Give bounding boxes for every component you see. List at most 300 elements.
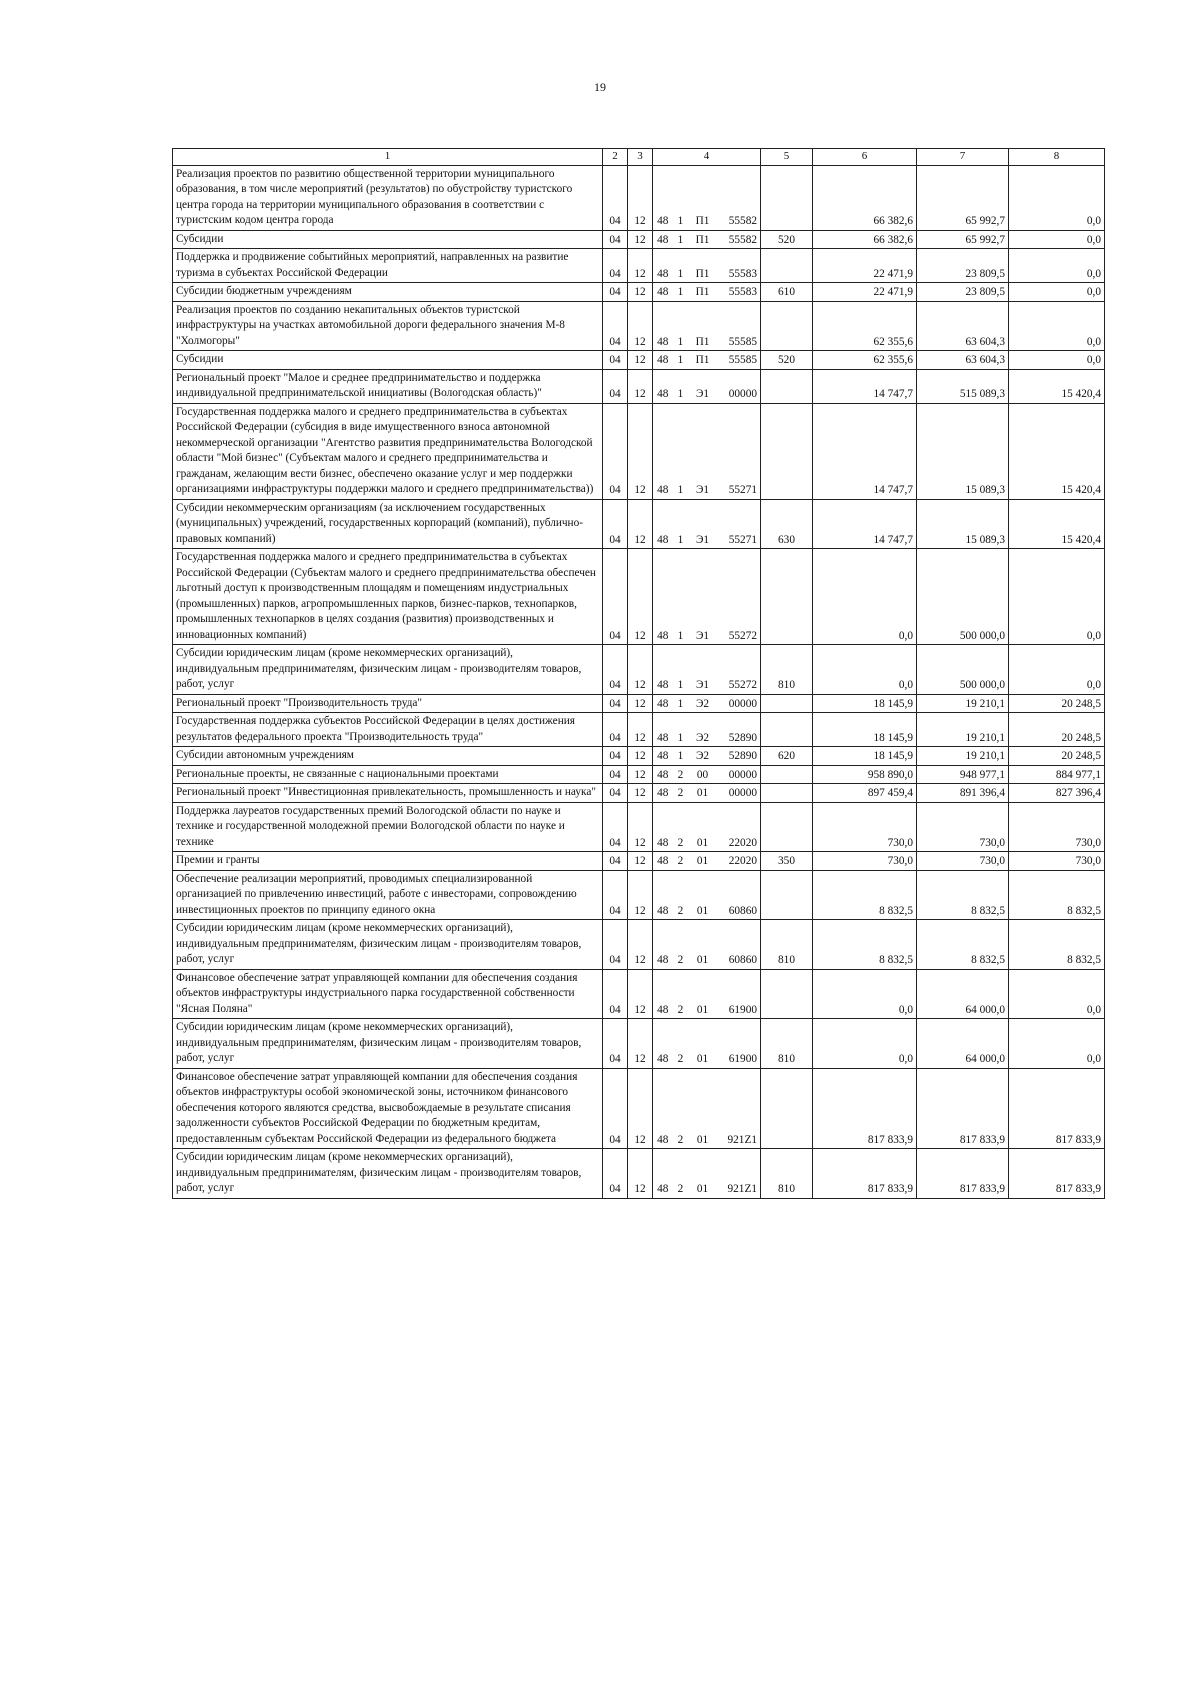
subsection-code: 12 <box>628 351 653 370</box>
subsection-code: 12 <box>628 301 653 351</box>
direction-code: 55582 <box>717 230 761 249</box>
subsection-code: 12 <box>628 870 653 920</box>
section-code: 04 <box>603 765 628 784</box>
row-name: Региональный проект "Малое и среднее предпринимательство и поддержка индивидуальной предпринимательской инициативы (Вологодская область)" <box>173 369 603 403</box>
section-code: 04 <box>603 1149 628 1199</box>
amount-year-2: 15 089,3 <box>917 499 1009 549</box>
amount-year-3: 730,0 <box>1009 852 1105 871</box>
section-code: 04 <box>603 852 628 871</box>
row-name: Финансовое обеспечение затрат управляющей компании для обеспечения создания объектов инфраструктуры индустриального парка государственной собственности "Ясная Поляна" <box>173 969 603 1019</box>
section-code: 04 <box>603 713 628 747</box>
section-code: 04 <box>603 283 628 302</box>
subsection-code: 12 <box>628 369 653 403</box>
subprogram-code: 1 <box>673 403 689 499</box>
amount-year-1: 66 382,6 <box>813 230 917 249</box>
program-code: 48 <box>653 1068 673 1149</box>
subprogram-code: 1 <box>673 283 689 302</box>
header-col-2: 2 <box>603 149 628 166</box>
direction-code: 22020 <box>717 852 761 871</box>
row-name: Региональный проект "Производительность труда" <box>173 694 603 713</box>
subprogram-code: 1 <box>673 499 689 549</box>
row-name: Субсидии бюджетным учреждениям <box>173 283 603 302</box>
program-code: 48 <box>653 870 673 920</box>
amount-year-1: 14 747,7 <box>813 403 917 499</box>
amount-year-2: 500 000,0 <box>917 645 1009 695</box>
amount-year-3: 817 833,9 <box>1009 1149 1105 1199</box>
row-name: Субсидии автономным учреждениям <box>173 747 603 766</box>
table-row <box>173 351 1105 370</box>
amount-year-1: 62 355,6 <box>813 351 917 370</box>
expense-type <box>761 784 813 803</box>
subsection-code: 12 <box>628 765 653 784</box>
row-name: Государственная поддержка субъектов Российской Федерации в целях достижения результатов федерального проекта "Производительность труда" <box>173 713 603 747</box>
subprogram-code: 2 <box>673 852 689 871</box>
table-row <box>173 499 1105 549</box>
project-code: 01 <box>689 870 717 920</box>
direction-code: 55585 <box>717 351 761 370</box>
table-row <box>173 802 1105 852</box>
direction-code: 22020 <box>717 802 761 852</box>
project-code: Э2 <box>689 747 717 766</box>
project-code: П1 <box>689 230 717 249</box>
project-code: П1 <box>689 249 717 283</box>
direction-code: 55271 <box>717 403 761 499</box>
amount-year-2: 23 809,5 <box>917 249 1009 283</box>
header-col-6: 6 <box>813 149 917 166</box>
header-col-1: 1 <box>173 149 603 166</box>
table-row <box>173 713 1105 747</box>
amount-year-3: 20 248,5 <box>1009 694 1105 713</box>
subprogram-code: 2 <box>673 1149 689 1199</box>
expense-type <box>761 969 813 1019</box>
table-row <box>173 784 1105 803</box>
amount-year-3: 0,0 <box>1009 249 1105 283</box>
row-name: Региональный проект "Инвестиционная привлекательность, промышленность и наука" <box>173 784 603 803</box>
program-code: 48 <box>653 694 673 713</box>
subsection-code: 12 <box>628 694 653 713</box>
amount-year-1: 817 833,9 <box>813 1068 917 1149</box>
subprogram-code: 1 <box>673 249 689 283</box>
direction-code: 60860 <box>717 920 761 970</box>
amount-year-2: 19 210,1 <box>917 713 1009 747</box>
program-code: 48 <box>653 645 673 695</box>
project-code: Э1 <box>689 549 717 645</box>
project-code: П1 <box>689 165 717 230</box>
table-row <box>173 852 1105 871</box>
subprogram-code: 1 <box>673 694 689 713</box>
amount-year-1: 0,0 <box>813 549 917 645</box>
expense-type <box>761 802 813 852</box>
expense-type <box>761 403 813 499</box>
subsection-code: 12 <box>628 1149 653 1199</box>
table-row <box>173 301 1105 351</box>
subsection-code: 12 <box>628 802 653 852</box>
amount-year-2: 891 396,4 <box>917 784 1009 803</box>
program-code: 48 <box>653 230 673 249</box>
table-row <box>173 765 1105 784</box>
program-code: 48 <box>653 852 673 871</box>
project-code: Э2 <box>689 713 717 747</box>
section-code: 04 <box>603 784 628 803</box>
subprogram-code: 2 <box>673 784 689 803</box>
subsection-code: 12 <box>628 165 653 230</box>
section-code: 04 <box>603 351 628 370</box>
direction-code: 921Z1 <box>717 1068 761 1149</box>
subsection-code: 12 <box>628 969 653 1019</box>
expense-type <box>761 765 813 784</box>
section-code: 04 <box>603 969 628 1019</box>
expense-type: 520 <box>761 351 813 370</box>
expense-type: 810 <box>761 1149 813 1199</box>
program-code: 48 <box>653 351 673 370</box>
amount-year-1: 8 832,5 <box>813 870 917 920</box>
amount-year-1: 66 382,6 <box>813 165 917 230</box>
subsection-code: 12 <box>628 249 653 283</box>
amount-year-1: 62 355,6 <box>813 301 917 351</box>
subsection-code: 12 <box>628 784 653 803</box>
amount-year-3: 0,0 <box>1009 301 1105 351</box>
expense-type: 810 <box>761 1019 813 1069</box>
expense-type <box>761 713 813 747</box>
project-code: 01 <box>689 1019 717 1069</box>
table-row <box>173 645 1105 695</box>
row-name: Субсидии юридическим лицам (кроме некоммерческих организаций), индивидуальным предпринимателям, физическим лицам - производителям товаров, работ, услуг <box>173 920 603 970</box>
section-code: 04 <box>603 1019 628 1069</box>
section-code: 04 <box>603 920 628 970</box>
amount-year-2: 817 833,9 <box>917 1149 1009 1199</box>
section-code: 04 <box>603 249 628 283</box>
program-code: 48 <box>653 549 673 645</box>
expense-type <box>761 1068 813 1149</box>
amount-year-2: 64 000,0 <box>917 969 1009 1019</box>
table-row <box>173 369 1105 403</box>
expense-type <box>761 165 813 230</box>
project-code: Э1 <box>689 369 717 403</box>
amount-year-2: 63 604,3 <box>917 301 1009 351</box>
row-name: Субсидии <box>173 230 603 249</box>
amount-year-1: 817 833,9 <box>813 1149 917 1199</box>
program-code: 48 <box>653 249 673 283</box>
program-code: 48 <box>653 1149 673 1199</box>
project-code: Э1 <box>689 403 717 499</box>
header-col-4: 4 <box>653 149 761 166</box>
expense-type: 810 <box>761 920 813 970</box>
table-row <box>173 969 1105 1019</box>
row-name: Субсидии юридическим лицам (кроме некоммерческих организаций), индивидуальным предпринимателям, физическим лицам - производителям товаров, работ, услуг <box>173 645 603 695</box>
amount-year-3: 0,0 <box>1009 549 1105 645</box>
amount-year-1: 0,0 <box>813 1019 917 1069</box>
table-row <box>173 230 1105 249</box>
amount-year-2: 65 992,7 <box>917 230 1009 249</box>
header-row <box>173 149 1105 166</box>
row-name: Поддержка и продвижение событийных мероприятий, направленных на развитие туризма в субъектах Российской Федерации <box>173 249 603 283</box>
amount-year-1: 14 747,7 <box>813 499 917 549</box>
amount-year-3: 827 396,4 <box>1009 784 1105 803</box>
subsection-code: 12 <box>628 852 653 871</box>
project-code: 01 <box>689 1068 717 1149</box>
header-col-5: 5 <box>761 149 813 166</box>
amount-year-1: 18 145,9 <box>813 713 917 747</box>
amount-year-3: 0,0 <box>1009 230 1105 249</box>
subprogram-code: 2 <box>673 920 689 970</box>
project-code: 01 <box>689 920 717 970</box>
expense-type <box>761 249 813 283</box>
subprogram-code: 2 <box>673 870 689 920</box>
subprogram-code: 2 <box>673 765 689 784</box>
amount-year-1: 958 890,0 <box>813 765 917 784</box>
direction-code: 00000 <box>717 765 761 784</box>
direction-code: 55583 <box>717 249 761 283</box>
direction-code: 55272 <box>717 549 761 645</box>
page-number: 19 <box>594 80 606 94</box>
section-code: 04 <box>603 870 628 920</box>
amount-year-1: 14 747,7 <box>813 369 917 403</box>
subsection-code: 12 <box>628 1019 653 1069</box>
section-code: 04 <box>603 549 628 645</box>
table-row <box>173 747 1105 766</box>
amount-year-1: 0,0 <box>813 969 917 1019</box>
amount-year-1: 22 471,9 <box>813 283 917 302</box>
row-name: Субсидии юридическим лицам (кроме некоммерческих организаций), индивидуальным предпринимателям, физическим лицам - производителям товаров, работ, услуг <box>173 1149 603 1199</box>
row-name: Государственная поддержка малого и среднего предпринимательства в субъектах Российской Федерации (субсидия в виде имущественного взноса автономной некоммерческой организации "Агентство развития предпринимательства Вологодской области "Мой бизнес" (Субъектам малого и среднего предпринимательства и гражданам, желающим вести бизнес, обеспечено оказание услуг и мер поддержки организациями инфраструктуры поддержки малого и среднего предпринимательства)) <box>173 403 603 499</box>
expense-type <box>761 369 813 403</box>
section-code: 04 <box>603 694 628 713</box>
section-code: 04 <box>603 165 628 230</box>
amount-year-2: 19 210,1 <box>917 747 1009 766</box>
section-code: 04 <box>603 403 628 499</box>
project-code: П1 <box>689 301 717 351</box>
direction-code: 00000 <box>717 369 761 403</box>
project-code: 01 <box>689 784 717 803</box>
direction-code: 00000 <box>717 694 761 713</box>
subsection-code: 12 <box>628 645 653 695</box>
program-code: 48 <box>653 713 673 747</box>
expense-type <box>761 694 813 713</box>
program-code: 48 <box>653 301 673 351</box>
amount-year-2: 64 000,0 <box>917 1019 1009 1069</box>
amount-year-3: 730,0 <box>1009 802 1105 852</box>
subprogram-code: 2 <box>673 1019 689 1069</box>
project-code: 00 <box>689 765 717 784</box>
header-col-8: 8 <box>1009 149 1105 166</box>
table-row <box>173 549 1105 645</box>
expense-type: 520 <box>761 230 813 249</box>
amount-year-1: 730,0 <box>813 852 917 871</box>
amount-year-2: 19 210,1 <box>917 694 1009 713</box>
direction-code: 52890 <box>717 747 761 766</box>
table-body <box>173 165 1105 1198</box>
program-code: 48 <box>653 1019 673 1069</box>
amount-year-3: 20 248,5 <box>1009 747 1105 766</box>
table-row <box>173 1019 1105 1069</box>
amount-year-2: 500 000,0 <box>917 549 1009 645</box>
subsection-code: 12 <box>628 747 653 766</box>
amount-year-1: 897 459,4 <box>813 784 917 803</box>
row-name: Субсидии некоммерческим организациям (за исключением государственных (муниципальных) учреждений, государственных корпораций (компаний), публично-правовых компаний) <box>173 499 603 549</box>
section-code: 04 <box>603 369 628 403</box>
subprogram-code: 1 <box>673 549 689 645</box>
direction-code: 52890 <box>717 713 761 747</box>
project-code: П1 <box>689 283 717 302</box>
amount-year-3: 0,0 <box>1009 645 1105 695</box>
row-name: Реализация проектов по созданию некапитальных объектов туристской инфраструктуры на участках автомобильной дороги федерального значения М-8 "Холмогоры" <box>173 301 603 351</box>
program-code: 48 <box>653 369 673 403</box>
section-code: 04 <box>603 645 628 695</box>
subsection-code: 12 <box>628 283 653 302</box>
amount-year-3: 0,0 <box>1009 1019 1105 1069</box>
project-code: 01 <box>689 802 717 852</box>
table-row <box>173 694 1105 713</box>
subprogram-code: 1 <box>673 747 689 766</box>
program-code: 48 <box>653 403 673 499</box>
expense-type <box>761 549 813 645</box>
program-code: 48 <box>653 747 673 766</box>
row-name: Поддержка лауреатов государственных премий Вологодской области по науке и технике и государственной молодежной премии Вологодской области по науке и технике <box>173 802 603 852</box>
row-name: Субсидии <box>173 351 603 370</box>
amount-year-2: 8 832,5 <box>917 920 1009 970</box>
subprogram-code: 1 <box>673 165 689 230</box>
direction-code: 55582 <box>717 165 761 230</box>
amount-year-3: 0,0 <box>1009 283 1105 302</box>
section-code: 04 <box>603 230 628 249</box>
direction-code: 61900 <box>717 969 761 1019</box>
amount-year-3: 8 832,5 <box>1009 870 1105 920</box>
table-row <box>173 249 1105 283</box>
subsection-code: 12 <box>628 1068 653 1149</box>
direction-code: 921Z1 <box>717 1149 761 1199</box>
direction-code: 55585 <box>717 301 761 351</box>
section-code: 04 <box>603 1068 628 1149</box>
expense-type: 630 <box>761 499 813 549</box>
row-name: Региональные проекты, не связанные с национальными проектами <box>173 765 603 784</box>
program-code: 48 <box>653 499 673 549</box>
amount-year-3: 884 977,1 <box>1009 765 1105 784</box>
direction-code: 61900 <box>717 1019 761 1069</box>
direction-code: 60860 <box>717 870 761 920</box>
expense-type <box>761 301 813 351</box>
header-col-3: 3 <box>628 149 653 166</box>
subsection-code: 12 <box>628 713 653 747</box>
amount-year-3: 817 833,9 <box>1009 1068 1105 1149</box>
row-name: Субсидии юридическим лицам (кроме некоммерческих организаций), индивидуальным предпринимателям, физическим лицам - производителям товаров, работ, услуг <box>173 1019 603 1069</box>
amount-year-2: 730,0 <box>917 802 1009 852</box>
project-code: Э1 <box>689 645 717 695</box>
project-code: П1 <box>689 351 717 370</box>
amount-year-3: 15 420,4 <box>1009 499 1105 549</box>
table-row <box>173 1068 1105 1149</box>
section-code: 04 <box>603 301 628 351</box>
header-col-7: 7 <box>917 149 1009 166</box>
amount-year-2: 515 089,3 <box>917 369 1009 403</box>
subprogram-code: 2 <box>673 969 689 1019</box>
direction-code: 55583 <box>717 283 761 302</box>
expense-type: 620 <box>761 747 813 766</box>
project-code: 01 <box>689 969 717 1019</box>
subprogram-code: 1 <box>673 230 689 249</box>
project-code: Э2 <box>689 694 717 713</box>
amount-year-3: 0,0 <box>1009 969 1105 1019</box>
amount-year-1: 730,0 <box>813 802 917 852</box>
subsection-code: 12 <box>628 403 653 499</box>
amount-year-1: 22 471,9 <box>813 249 917 283</box>
amount-year-2: 8 832,5 <box>917 870 1009 920</box>
program-code: 48 <box>653 784 673 803</box>
amount-year-3: 15 420,4 <box>1009 403 1105 499</box>
amount-year-2: 63 604,3 <box>917 351 1009 370</box>
table-row <box>173 920 1105 970</box>
subsection-code: 12 <box>628 499 653 549</box>
amount-year-1: 0,0 <box>813 645 917 695</box>
direction-code: 00000 <box>717 784 761 803</box>
amount-year-1: 18 145,9 <box>813 747 917 766</box>
expense-type: 350 <box>761 852 813 871</box>
expense-type <box>761 870 813 920</box>
subprogram-code: 2 <box>673 802 689 852</box>
amount-year-2: 65 992,7 <box>917 165 1009 230</box>
amount-year-3: 0,0 <box>1009 165 1105 230</box>
direction-code: 55272 <box>717 645 761 695</box>
subsection-code: 12 <box>628 230 653 249</box>
program-code: 48 <box>653 920 673 970</box>
amount-year-1: 18 145,9 <box>813 694 917 713</box>
expense-type: 810 <box>761 645 813 695</box>
program-code: 48 <box>653 969 673 1019</box>
subprogram-code: 1 <box>673 713 689 747</box>
subprogram-code: 1 <box>673 645 689 695</box>
amount-year-2: 948 977,1 <box>917 765 1009 784</box>
project-code: Э1 <box>689 499 717 549</box>
program-code: 48 <box>653 283 673 302</box>
row-name: Премии и гранты <box>173 852 603 871</box>
amount-year-2: 23 809,5 <box>917 283 1009 302</box>
amount-year-2: 817 833,9 <box>917 1068 1009 1149</box>
subsection-code: 12 <box>628 920 653 970</box>
expense-type: 610 <box>761 283 813 302</box>
section-code: 04 <box>603 747 628 766</box>
subprogram-code: 2 <box>673 1068 689 1149</box>
subprogram-code: 1 <box>673 301 689 351</box>
row-name: Государственная поддержка малого и среднего предпринимательства в субъектах Российской Федерации (Субъектам малого и среднего предпринимательства обеспечен льготный доступ к производственным площадям и помещениям индустриальных (промышленных) парков, агропромышленных парков, бизнес-парков, технопарков, промышленных технопарков в целях создания (развития) производственных и инновационных компаний) <box>173 549 603 645</box>
subprogram-code: 1 <box>673 351 689 370</box>
section-code: 04 <box>603 802 628 852</box>
direction-code: 55271 <box>717 499 761 549</box>
subsection-code: 12 <box>628 549 653 645</box>
amount-year-2: 15 089,3 <box>917 403 1009 499</box>
project-code: 01 <box>689 1149 717 1199</box>
row-name: Финансовое обеспечение затрат управляющей компании для обеспечения создания объектов инфраструктуры особой экономической зоны, источником финансового обеспечения которого являются средства, высвобождаемые в результате списания задолженности субъектов Российской Федерации по бюджетным кредитам, предоставленным субъектам Российской Федерации из федерального бюджета <box>173 1068 603 1149</box>
table-row <box>173 870 1105 920</box>
table-row <box>173 1149 1105 1199</box>
amount-year-1: 8 832,5 <box>813 920 917 970</box>
program-code: 48 <box>653 765 673 784</box>
subprogram-code: 1 <box>673 369 689 403</box>
amount-year-3: 0,0 <box>1009 351 1105 370</box>
row-name: Обеспечение реализации мероприятий, проводимых специализированной организацией по привлечению инвестиций, работе с инвесторами, сопровождению инвестиционных проектов по принципу единого окна <box>173 870 603 920</box>
table-row <box>173 165 1105 230</box>
budget-table <box>172 148 1105 1199</box>
program-code: 48 <box>653 165 673 230</box>
program-code: 48 <box>653 802 673 852</box>
project-code: 01 <box>689 852 717 871</box>
amount-year-3: 20 248,5 <box>1009 713 1105 747</box>
table-row <box>173 403 1105 499</box>
amount-year-3: 8 832,5 <box>1009 920 1105 970</box>
amount-year-3: 15 420,4 <box>1009 369 1105 403</box>
section-code: 04 <box>603 499 628 549</box>
row-name: Реализация проектов по развитию общественной территории муниципального образования, в том числе мероприятий (результатов) по обустройству туристского центра города на территории муниципального образования в соответствии с туристским кодом центра города <box>173 165 603 230</box>
amount-year-2: 730,0 <box>917 852 1009 871</box>
table-row <box>173 283 1105 302</box>
